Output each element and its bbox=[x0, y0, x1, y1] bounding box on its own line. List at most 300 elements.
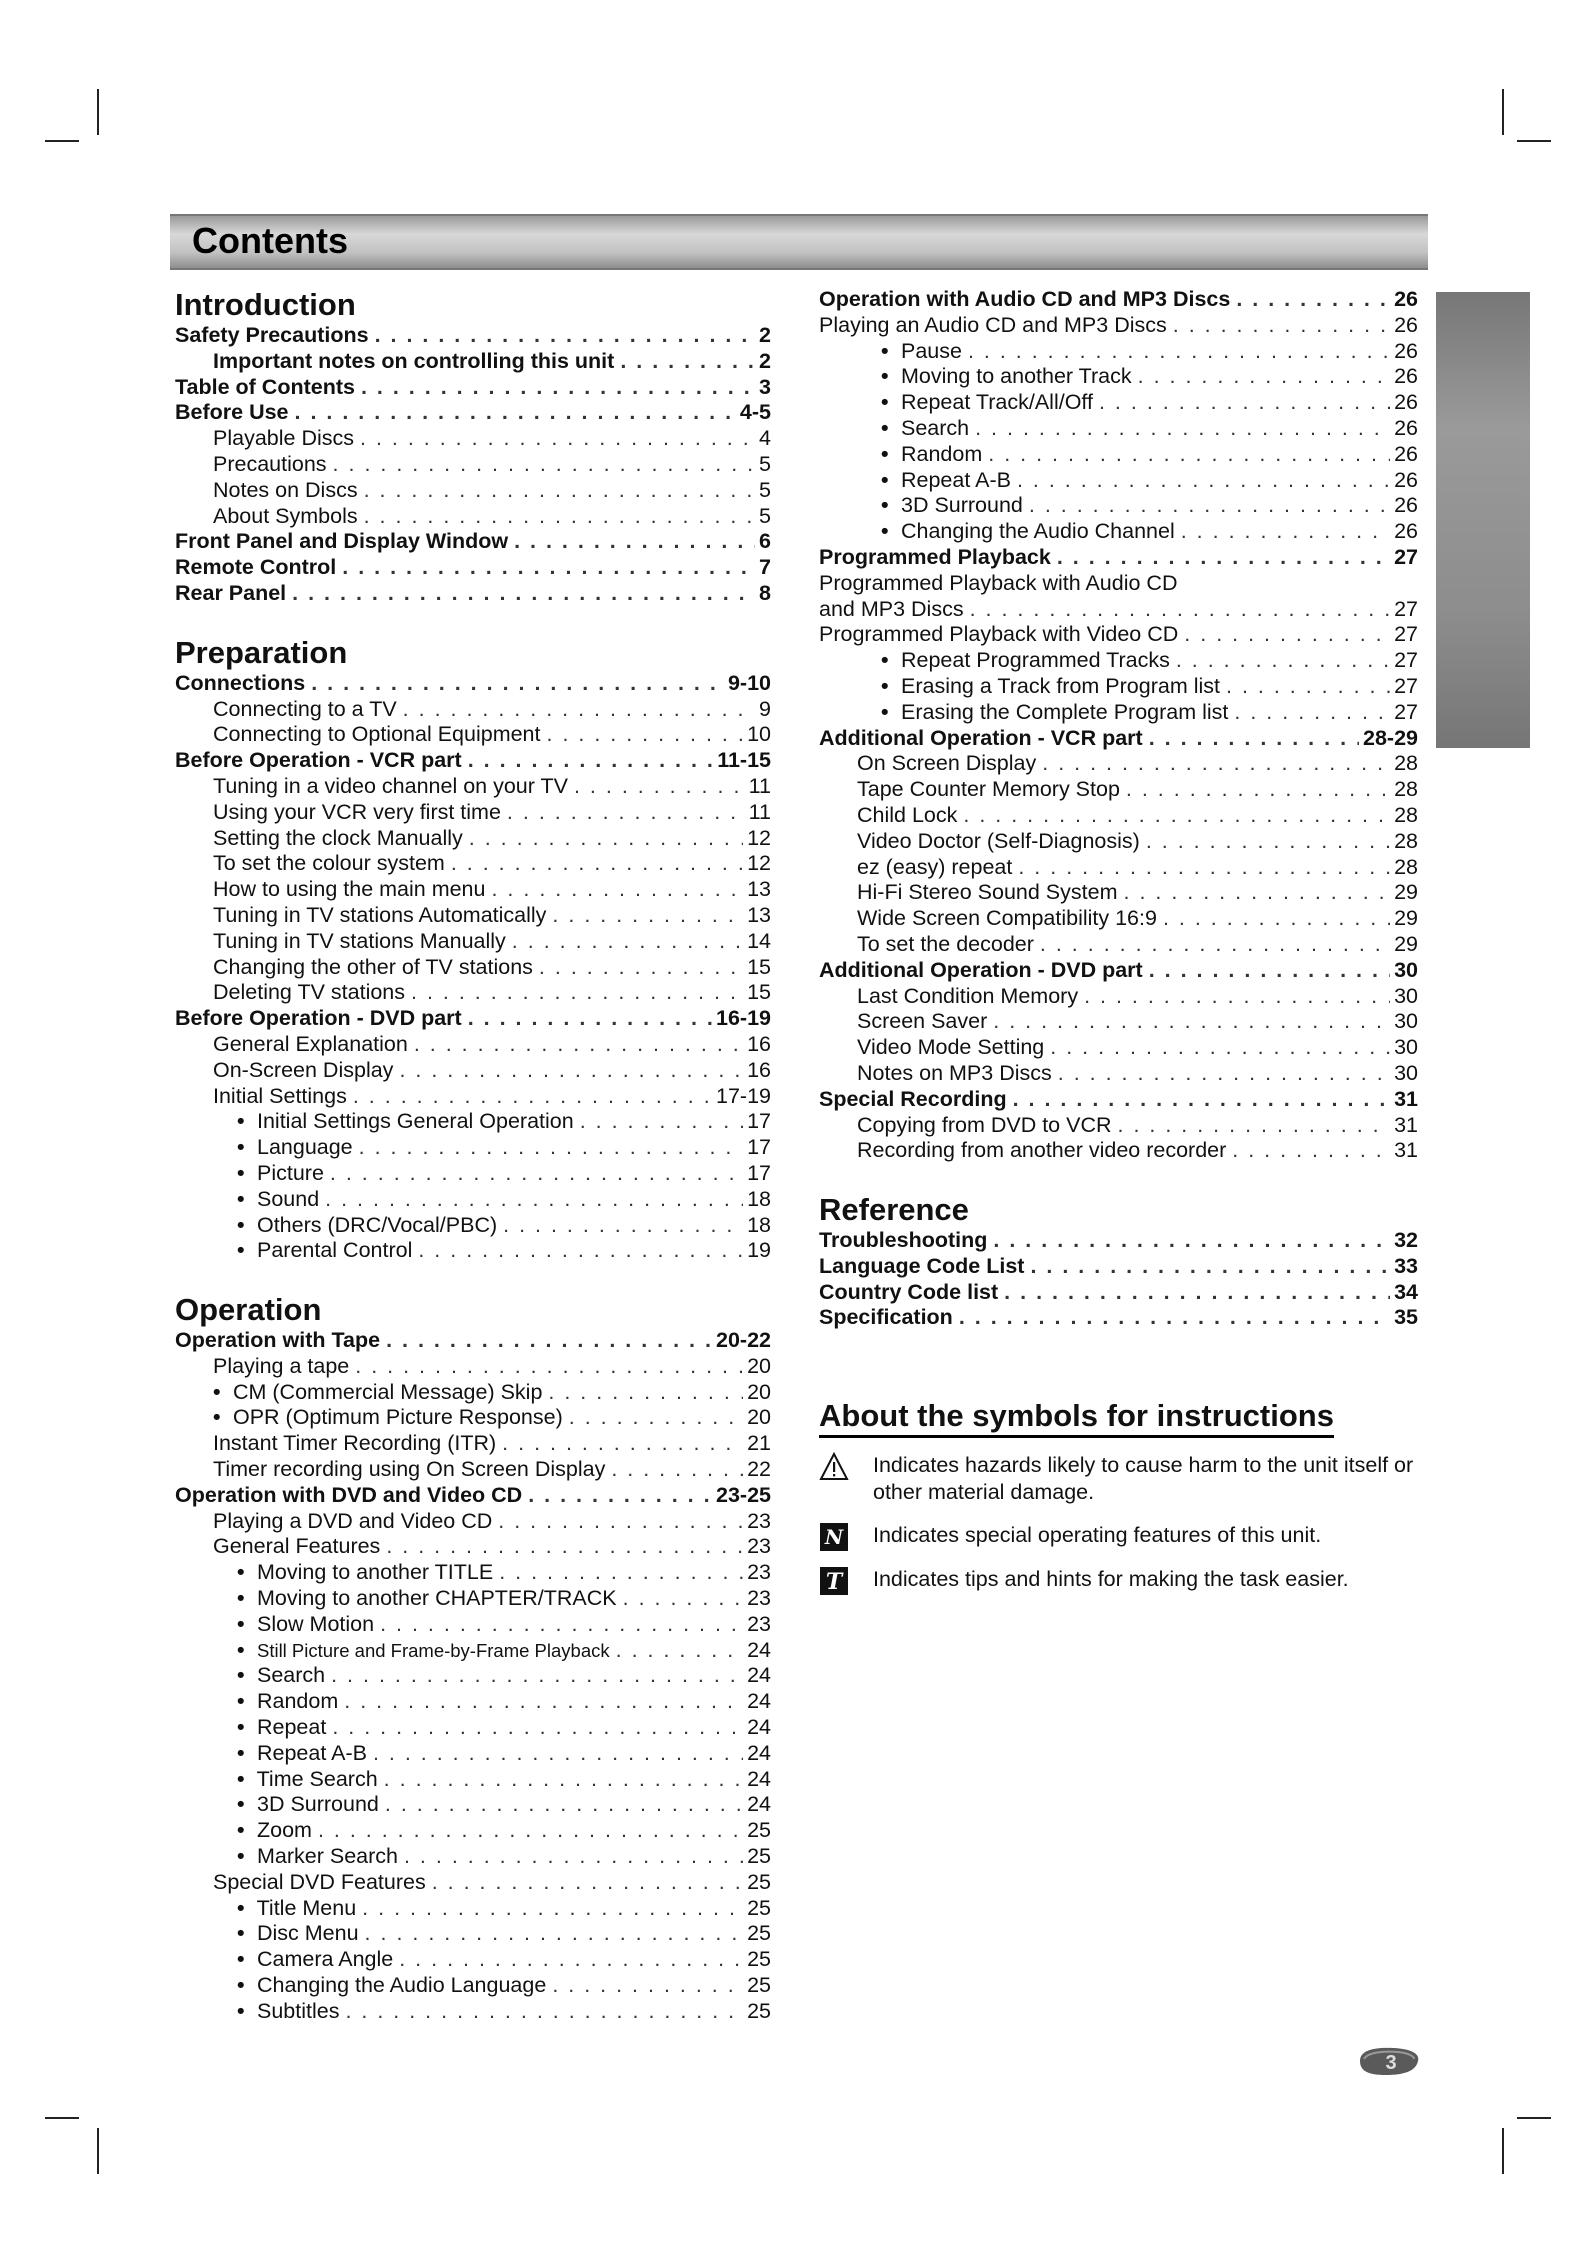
toc-entry-title: Random bbox=[256, 1689, 339, 1714]
toc-entry[interactable] bbox=[819, 1138, 1418, 1164]
toc-entry[interactable] bbox=[819, 932, 1418, 958]
toc-entry-title: Rear Panel bbox=[175, 580, 287, 605]
toc-entry-page: 4-5 bbox=[739, 400, 771, 425]
dot-leader bbox=[1084, 984, 1390, 1010]
crop-mark bbox=[1517, 2117, 1551, 2119]
toc-entry-page: 19 bbox=[747, 1238, 771, 1263]
toc-entry-title: Last Condition Memory bbox=[857, 983, 1079, 1008]
bullet-icon: • bbox=[881, 338, 889, 363]
toc-entry-page: 33 bbox=[1394, 1253, 1418, 1278]
toc-entry-page: 28 bbox=[1394, 802, 1418, 827]
toc-entry-page: 22 bbox=[747, 1457, 771, 1482]
toc-entry-title: Notes on MP3 Discs bbox=[857, 1060, 1052, 1085]
toc-entry-title: Special DVD Features bbox=[213, 1869, 426, 1894]
toc-entry[interactable] bbox=[175, 980, 771, 1006]
toc-entry[interactable] bbox=[819, 364, 1418, 390]
toc-entry-page: 29 bbox=[1394, 906, 1418, 931]
dot-leader bbox=[364, 504, 755, 530]
dot-leader bbox=[552, 903, 743, 929]
toc-entry-page: 27 bbox=[1394, 699, 1418, 724]
dot-leader bbox=[1184, 622, 1390, 648]
bullet-icon: • bbox=[237, 1895, 245, 1920]
toc-entry-page: 15 bbox=[747, 980, 771, 1005]
toc-entry[interactable] bbox=[819, 339, 1418, 365]
crop-mark bbox=[97, 89, 99, 135]
bullet-icon: • bbox=[237, 1238, 245, 1263]
toc-entry-page: 28 bbox=[1394, 828, 1418, 853]
toc-entry-page: 17 bbox=[747, 1109, 771, 1134]
toc-entry-title: Still Picture and Frame-by-Frame Playback bbox=[256, 1639, 610, 1661]
toc-entry-title: Subtitles bbox=[256, 1998, 340, 2023]
toc-entry[interactable] bbox=[175, 851, 771, 877]
toc-entry-page: 16 bbox=[747, 1031, 771, 1056]
crop-mark bbox=[1517, 140, 1551, 142]
toc-entry[interactable] bbox=[175, 929, 771, 955]
dot-leader bbox=[1149, 958, 1390, 984]
toc-entry-page: 9-10 bbox=[727, 670, 771, 695]
toc-entry[interactable] bbox=[175, 1870, 771, 1896]
crop-mark bbox=[1502, 89, 1504, 135]
toc-entry-page: 28 bbox=[1394, 854, 1418, 879]
dot-leader bbox=[528, 1483, 712, 1509]
toc-entry-page: 27 bbox=[1394, 622, 1418, 647]
dot-leader bbox=[539, 955, 743, 981]
toc-entry[interactable] bbox=[819, 1305, 1418, 1331]
symbol-text: Indicates special operating features of this unit. bbox=[873, 1523, 1322, 1547]
bullet-icon: • bbox=[237, 1715, 245, 1740]
toc-entry-page: 11 bbox=[748, 773, 771, 798]
dot-leader bbox=[384, 1767, 743, 1793]
toc-entry[interactable] bbox=[175, 1818, 771, 1844]
svg-text:N: N bbox=[824, 1525, 844, 1549]
symbol-text: Indicates hazards likely to cause harm to the unit itself or other material damage. bbox=[873, 1453, 1414, 1504]
toc-entry-page: 28 bbox=[1394, 751, 1418, 776]
toc-entry[interactable] bbox=[819, 906, 1418, 932]
toc-entry-title: Wide Screen Compatibility 16:9 bbox=[857, 906, 1157, 931]
dot-leader bbox=[970, 597, 1390, 623]
toc-entry-title: Sound bbox=[256, 1186, 320, 1211]
bullet-icon: • bbox=[881, 390, 889, 415]
toc-entry-page: 34 bbox=[1394, 1279, 1418, 1304]
toc-entry-page: 12 bbox=[747, 851, 771, 876]
dot-leader bbox=[365, 1921, 744, 1947]
toc-entry[interactable] bbox=[175, 1109, 771, 1135]
bullet-icon: • bbox=[237, 1160, 245, 1185]
toc-entry[interactable] bbox=[175, 1509, 771, 1535]
toc-entry-page: 32 bbox=[1394, 1228, 1418, 1253]
toc-entry-page: 20-22 bbox=[716, 1328, 771, 1353]
toc-entry-page: 30 bbox=[1394, 957, 1418, 982]
toc-entry[interactable] bbox=[819, 751, 1418, 777]
toc-entry-title: Moving to another Track bbox=[900, 364, 1132, 389]
toc-entry-title: Slow Motion bbox=[256, 1611, 375, 1636]
toc-entry-title: Erasing the Complete Program list bbox=[900, 699, 1229, 724]
toc-entry-page: 24 bbox=[747, 1715, 771, 1740]
toc-entry-title: CM (Commercial Message) Skip bbox=[232, 1379, 543, 1404]
toc-entry[interactable] bbox=[175, 529, 771, 555]
toc-entry[interactable] bbox=[819, 390, 1418, 416]
toc-entry-title: Operation with Audio CD and MP3 Discs bbox=[819, 287, 1231, 311]
toc-entry[interactable] bbox=[175, 1006, 771, 1032]
toc-entry-page: 24 bbox=[747, 1792, 771, 1817]
toc-entry-title: Precautions bbox=[213, 451, 327, 476]
bullet-icon: • bbox=[881, 364, 889, 389]
dot-leader bbox=[623, 1586, 743, 1612]
dot-leader bbox=[318, 1818, 743, 1844]
toc-entry-page: 27 bbox=[1394, 648, 1418, 673]
bullet-icon: • bbox=[237, 1947, 245, 1972]
dot-leader bbox=[1004, 1280, 1390, 1306]
toc-entry-page: 23 bbox=[747, 1560, 771, 1585]
toc-entry[interactable] bbox=[175, 1483, 771, 1509]
toc-entry[interactable] bbox=[175, 955, 771, 981]
toc-entry-title: Additional Operation - DVD part bbox=[819, 957, 1143, 982]
dot-leader bbox=[491, 877, 743, 903]
toc-entry-title: 3D Surround bbox=[900, 493, 1023, 518]
toc-entry-page: 17-19 bbox=[716, 1083, 771, 1108]
toc-entry[interactable] bbox=[175, 1058, 771, 1084]
bullet-icon: • bbox=[881, 673, 889, 698]
dot-leader bbox=[325, 1187, 743, 1213]
bullet-icon: • bbox=[237, 1637, 245, 1662]
toc-entry[interactable] bbox=[819, 442, 1418, 468]
dot-leader bbox=[552, 1973, 743, 1999]
toc-entry[interactable] bbox=[175, 1586, 771, 1612]
toc-entry[interactable] bbox=[175, 1715, 771, 1741]
bullet-icon: • bbox=[881, 519, 889, 544]
dot-leader bbox=[1146, 829, 1390, 855]
toc-entry-page: 27 bbox=[1394, 596, 1418, 621]
toc-entry-page: 26 bbox=[1394, 519, 1418, 544]
symbol-text: Indicates tips and hints for making the task easier. bbox=[873, 1567, 1349, 1591]
toc-entry-title: Picture bbox=[256, 1160, 324, 1185]
bullet-icon: • bbox=[237, 1740, 245, 1765]
toc-entry[interactable] bbox=[819, 1280, 1418, 1306]
toc-entry[interactable] bbox=[819, 984, 1418, 1010]
toc-entry[interactable] bbox=[175, 400, 771, 426]
toc-entry-title: Specification bbox=[819, 1305, 953, 1330]
dot-leader bbox=[611, 1457, 743, 1483]
toc-entry[interactable] bbox=[175, 1161, 771, 1187]
bullet-icon: • bbox=[237, 1792, 245, 1817]
section-heading-introduction: Introduction bbox=[175, 287, 356, 322]
bullet-icon: • bbox=[881, 415, 889, 440]
bullet-icon: • bbox=[881, 648, 889, 673]
toc-entry[interactable] bbox=[819, 726, 1418, 752]
toc-entry[interactable] bbox=[819, 958, 1418, 984]
toc-entry-page: 25 bbox=[747, 1998, 771, 2023]
toc-entry[interactable] bbox=[175, 1213, 771, 1239]
toc-entry[interactable] bbox=[175, 1921, 771, 1947]
dot-leader bbox=[1176, 648, 1390, 674]
page-title: Contents bbox=[192, 220, 348, 261]
dot-leader bbox=[548, 1380, 743, 1406]
toc-entry[interactable] bbox=[819, 313, 1418, 339]
toc-entry[interactable] bbox=[819, 287, 1418, 313]
toc-entry-page: 25 bbox=[747, 1921, 771, 1946]
dot-leader bbox=[311, 671, 724, 697]
toc-entry[interactable] bbox=[175, 1999, 771, 2025]
dot-leader bbox=[1181, 519, 1390, 545]
toc-entry[interactable] bbox=[175, 1457, 771, 1483]
toc-entry[interactable] bbox=[175, 1431, 771, 1457]
dot-leader bbox=[963, 803, 1390, 829]
dot-leader bbox=[502, 1431, 743, 1457]
toc-entry[interactable] bbox=[175, 722, 771, 748]
toc-entry-title: Changing the Audio Channel bbox=[900, 519, 1175, 544]
toc-entry[interactable] bbox=[175, 1354, 771, 1380]
toc-entry-title: Initial Settings General Operation bbox=[256, 1109, 574, 1134]
toc-entry[interactable] bbox=[175, 1689, 771, 1715]
dot-leader bbox=[1226, 674, 1390, 700]
toc-entry-page: 25 bbox=[747, 1895, 771, 1920]
toc-entry-title: Marker Search bbox=[256, 1844, 398, 1869]
toc-entry[interactable] bbox=[175, 581, 771, 607]
toc-entry-page: 29 bbox=[1394, 880, 1418, 905]
dot-leader bbox=[975, 416, 1390, 442]
dot-leader bbox=[993, 1009, 1390, 1035]
toc-entry-title: Language Code List bbox=[819, 1253, 1025, 1278]
toc-entry[interactable] bbox=[175, 1084, 771, 1110]
toc-entry[interactable] bbox=[175, 697, 771, 723]
toc-entry-title: Playing an Audio CD and MP3 Discs bbox=[819, 312, 1167, 337]
toc-entry-page: 20 bbox=[747, 1405, 771, 1430]
toc-entry[interactable] bbox=[175, 1638, 771, 1664]
toc-entry-title: Operation with Tape bbox=[175, 1328, 381, 1353]
dot-leader bbox=[959, 1305, 1390, 1331]
toc-entry[interactable] bbox=[819, 622, 1418, 648]
dot-leader bbox=[580, 1109, 743, 1135]
toc-entry[interactable] bbox=[175, 1328, 771, 1354]
toc-entry[interactable] bbox=[819, 1035, 1418, 1061]
side-tab bbox=[1436, 292, 1530, 748]
dot-leader bbox=[385, 1792, 743, 1818]
toc-entry[interactable] bbox=[175, 478, 771, 504]
toc-entry[interactable] bbox=[175, 1032, 771, 1058]
toc-entry[interactable] bbox=[819, 1113, 1418, 1139]
toc-entry[interactable] bbox=[175, 452, 771, 478]
toc-entry-title: Copying from DVD to VCR bbox=[857, 1112, 1112, 1137]
toc-entry[interactable] bbox=[819, 1228, 1418, 1254]
toc-entry-title: Time Search bbox=[256, 1766, 378, 1791]
toc-entry[interactable] bbox=[175, 903, 771, 929]
toc-entry-title: and MP3 Discs bbox=[819, 596, 964, 621]
toc-entry[interactable] bbox=[819, 1254, 1418, 1280]
toc-entry[interactable] bbox=[175, 800, 771, 826]
toc-entry[interactable] bbox=[175, 1187, 771, 1213]
toc-entry-page: 24 bbox=[747, 1740, 771, 1765]
toc-entry[interactable] bbox=[819, 777, 1418, 803]
toc-entry-page: 10 bbox=[747, 722, 771, 747]
bullet-icon: • bbox=[237, 1586, 245, 1611]
toc-entry[interactable] bbox=[819, 545, 1418, 571]
toc-entry[interactable] bbox=[175, 1380, 771, 1406]
toc-entry[interactable] bbox=[819, 1087, 1418, 1113]
section-heading-operation: Operation bbox=[175, 1292, 322, 1328]
toc-entry[interactable] bbox=[175, 426, 771, 452]
bullet-icon: • bbox=[237, 1109, 245, 1134]
toc-entry-title: Video Mode Setting bbox=[857, 1035, 1045, 1060]
toc-entry[interactable] bbox=[819, 1061, 1418, 1087]
crop-mark bbox=[45, 2117, 79, 2119]
toc-entry-page: 28 bbox=[1394, 777, 1418, 802]
toc-entry[interactable] bbox=[819, 829, 1418, 855]
toc-entry-title: General Features bbox=[213, 1534, 381, 1559]
toc-entry-page: 26 bbox=[1394, 287, 1418, 311]
dot-leader bbox=[988, 442, 1390, 468]
toc-entry-title: Repeat Track/All/Off bbox=[900, 390, 1093, 415]
crop-mark bbox=[97, 2128, 99, 2174]
dot-leader bbox=[1118, 1113, 1391, 1139]
toc-entry-page: 26 bbox=[1394, 338, 1418, 363]
toc-entry[interactable] bbox=[175, 1792, 771, 1818]
dot-leader bbox=[386, 1328, 712, 1354]
toc-entry-title: ez (easy) repeat bbox=[857, 854, 1013, 879]
contents-banner bbox=[170, 214, 1428, 270]
toc-entry-page: 18 bbox=[747, 1186, 771, 1211]
svg-text:T: T bbox=[825, 1569, 843, 1595]
toc-entry-page: 26 bbox=[1394, 312, 1418, 337]
toc-entry[interactable] bbox=[175, 323, 771, 349]
toc-entry[interactable] bbox=[175, 774, 771, 800]
toc-entry[interactable] bbox=[175, 349, 771, 375]
dot-leader bbox=[1234, 700, 1390, 726]
dot-leader bbox=[1050, 1035, 1390, 1061]
toc-entry-page: 6 bbox=[759, 529, 771, 554]
toc-entry[interactable] bbox=[175, 504, 771, 530]
toc-entry[interactable] bbox=[819, 855, 1418, 881]
dot-leader bbox=[1099, 390, 1390, 416]
toc-entry[interactable] bbox=[175, 826, 771, 852]
dot-leader bbox=[418, 1238, 743, 1264]
toc-entry[interactable] bbox=[175, 1405, 771, 1431]
dot-leader bbox=[1029, 493, 1390, 519]
dot-leader bbox=[451, 851, 743, 877]
toc-entry-title: Search bbox=[900, 415, 970, 440]
toc-entry[interactable] bbox=[819, 597, 1418, 623]
toc-entry[interactable] bbox=[819, 493, 1418, 519]
bullet-icon: • bbox=[213, 1379, 221, 1404]
toc-entry[interactable] bbox=[819, 648, 1418, 674]
toc-entry[interactable] bbox=[175, 1534, 771, 1560]
dot-leader bbox=[375, 323, 755, 349]
toc-entry-title: Before Operation - DVD part bbox=[175, 1006, 462, 1031]
toc-entry[interactable] bbox=[819, 700, 1418, 726]
toc-entry-page: 31 bbox=[1394, 1138, 1418, 1163]
dot-leader bbox=[468, 748, 713, 774]
toc-entry-title: Timer recording using On Screen Display bbox=[213, 1457, 606, 1482]
toc-entry-page: 25 bbox=[747, 1869, 771, 1894]
toc-entry-page: 23 bbox=[747, 1534, 771, 1559]
dot-leader bbox=[574, 774, 745, 800]
toc-entry[interactable] bbox=[175, 1135, 771, 1161]
toc-entry[interactable] bbox=[175, 1896, 771, 1922]
toc-entry[interactable] bbox=[175, 555, 771, 581]
toc-entry-title: Initial Settings bbox=[213, 1083, 347, 1108]
dot-leader bbox=[993, 1228, 1390, 1254]
toc-entry[interactable] bbox=[175, 1560, 771, 1586]
toc-entry[interactable] bbox=[819, 1009, 1418, 1035]
toc-entry[interactable] bbox=[175, 1844, 771, 1870]
toc-entry-page: 11 bbox=[748, 799, 771, 824]
dot-leader bbox=[1040, 932, 1390, 958]
toc-entry[interactable] bbox=[175, 877, 771, 903]
toc-entry[interactable] bbox=[819, 416, 1418, 442]
toc-entry-page: 11-15 bbox=[717, 748, 771, 773]
toc-entry[interactable] bbox=[175, 1973, 771, 1999]
toc-entry-title: Changing the Audio Language bbox=[256, 1973, 547, 1998]
toc-entry-title: Changing the other of TV stations bbox=[213, 954, 533, 979]
toc-entry[interactable] bbox=[819, 519, 1418, 545]
right-column bbox=[819, 287, 1418, 1331]
toc-entry-title: Moving to another TITLE bbox=[256, 1560, 494, 1585]
bullet-icon: • bbox=[881, 699, 889, 724]
toc-entry-page: 24 bbox=[747, 1689, 771, 1714]
bullet-icon: • bbox=[881, 441, 889, 466]
toc-entry-page: 5 bbox=[759, 477, 771, 502]
toc-entry-page: 4 bbox=[759, 426, 771, 451]
toc-entry[interactable] bbox=[175, 748, 771, 774]
toc-entry-title: Repeat A-B bbox=[256, 1740, 367, 1765]
bullet-icon: • bbox=[213, 1405, 221, 1430]
toc-entry-page: 26 bbox=[1394, 364, 1418, 389]
toc-entry[interactable] bbox=[819, 468, 1418, 494]
toc-entry-title: Repeat bbox=[256, 1715, 327, 1740]
crop-mark bbox=[1502, 2128, 1504, 2174]
toc-entry-page: 30 bbox=[1394, 1060, 1418, 1085]
toc-entry[interactable] bbox=[175, 1612, 771, 1638]
toc-entry[interactable] bbox=[175, 671, 771, 697]
toc-entry-title: Pause bbox=[900, 338, 962, 363]
toc-entry[interactable] bbox=[175, 1741, 771, 1767]
toc-entry-title: To set the decoder bbox=[857, 931, 1034, 956]
toc-entry[interactable] bbox=[819, 880, 1418, 906]
bullet-icon: • bbox=[237, 1135, 245, 1160]
toc-entry[interactable] bbox=[175, 375, 771, 401]
dot-leader bbox=[399, 1947, 743, 1973]
toc-entry[interactable] bbox=[819, 571, 1418, 597]
toc-entry-title: Connecting to Optional Equipment bbox=[213, 722, 541, 747]
toc-entry-page: 15 bbox=[747, 954, 771, 979]
toc-entry-page: 29 bbox=[1394, 931, 1418, 956]
toc-entry-page: 27 bbox=[1394, 673, 1418, 698]
bullet-icon: • bbox=[237, 1844, 245, 1869]
toc-entry[interactable] bbox=[819, 803, 1418, 829]
dot-leader bbox=[411, 980, 743, 1006]
toc-entry-page: 35 bbox=[1394, 1305, 1418, 1330]
dot-leader bbox=[331, 1663, 743, 1689]
toc-entry[interactable] bbox=[819, 674, 1418, 700]
toc-entry-page: 17 bbox=[747, 1160, 771, 1185]
dot-leader bbox=[503, 1213, 743, 1239]
bullet-icon: • bbox=[237, 1921, 245, 1946]
toc-entry-page: 5 bbox=[759, 503, 771, 528]
toc-entry-title: Important notes on controlling this unit bbox=[213, 348, 615, 373]
dot-leader bbox=[507, 800, 745, 826]
toc-entry[interactable] bbox=[175, 1663, 771, 1689]
dot-leader bbox=[1058, 1061, 1390, 1087]
toc-entry-page: 24 bbox=[747, 1766, 771, 1791]
bullet-icon: • bbox=[237, 1611, 245, 1636]
toc-entry-title: On-Screen Display bbox=[213, 1057, 394, 1082]
dot-leader bbox=[569, 1405, 743, 1431]
toc-entry[interactable] bbox=[175, 1947, 771, 1973]
dot-leader bbox=[292, 581, 755, 607]
dot-leader bbox=[1057, 545, 1390, 571]
toc-entry[interactable] bbox=[175, 1238, 771, 1264]
toc-entry[interactable] bbox=[175, 1767, 771, 1793]
toc-entry-title: Zoom bbox=[256, 1818, 312, 1843]
